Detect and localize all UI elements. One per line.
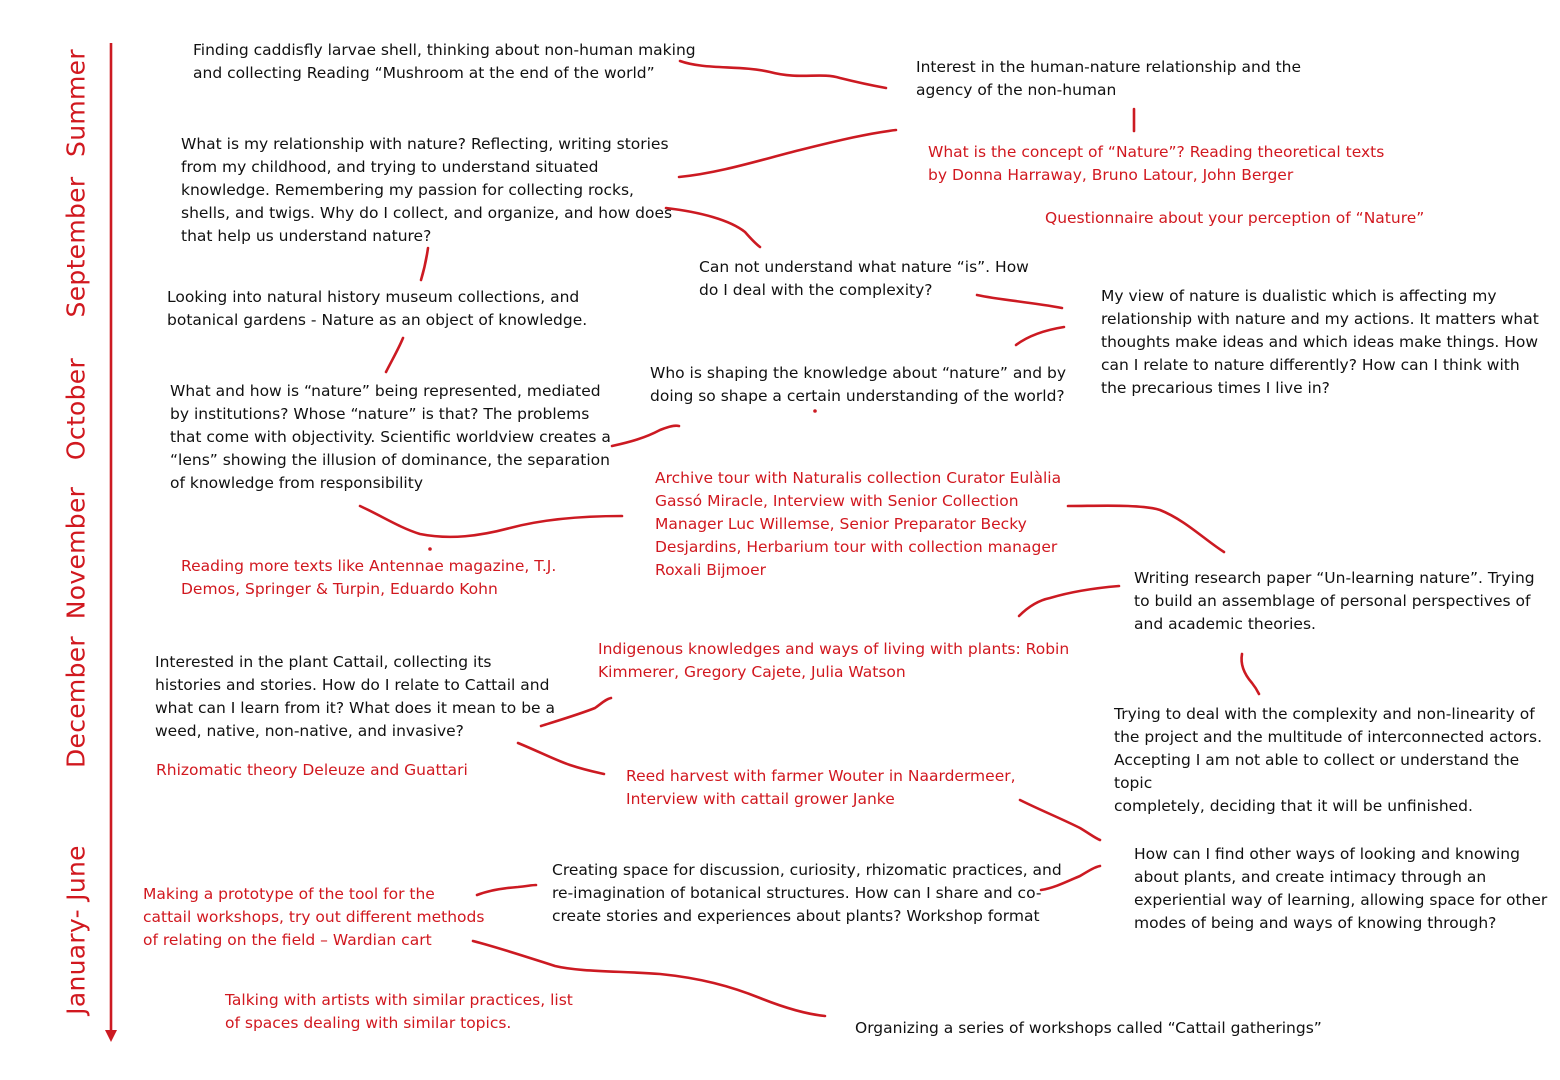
connector xyxy=(386,338,403,372)
note-prototype: Making a prototype of the tool for the cattail workshops, try out different methods of relating on the field – Wardian cart xyxy=(143,885,485,949)
note-other-ways: How can I find other ways of looking and knowing about plants, and create intimacy through an experiential way of learning, allowing space for other modes of being and ways of knowing through? xyxy=(1134,845,1548,932)
connector xyxy=(612,426,679,446)
note-workshops: Organizing a series of workshops called “Cattail gatherings” xyxy=(855,1019,1322,1037)
connector xyxy=(421,248,428,280)
connector-dot xyxy=(813,409,817,413)
note-human-nature: Interest in the human-nature relationship and the agency of the non-human xyxy=(916,58,1302,99)
note-relationship: What is my relationship with nature? Reflecting, writing stories from my childhood, and trying to understand situated knowledge. Remembering my passion for collecting rocks, shells, and twigs. Why do I collect, and organize, and how does that help us understand nature? xyxy=(181,135,673,245)
connector xyxy=(477,885,536,895)
note-represented: What and how is “nature” being represented, mediated by institutions? Whose “nature” is that? The problems that come with objectivity. Scientific worldview creates a “lens” showing the illusion of dominance, the separation of knowledge from responsibility xyxy=(170,382,611,492)
connector xyxy=(1019,586,1119,616)
note-concept-nature: What is the concept of “Nature”? Reading theoretical texts by Donna Harraway, Bruno Latour, John Berger xyxy=(928,143,1385,184)
connector xyxy=(1020,800,1100,840)
note-rhizomatic: Rhizomatic theory Deleuze and Guattari xyxy=(156,761,468,779)
note-shaping: Who is shaping the knowledge about “nature” and by doing so shape a certain understanding of the world? xyxy=(650,364,1066,405)
note-questionnaire: Questionnaire about your perception of “Nature” xyxy=(1045,209,1425,227)
month-september: September xyxy=(61,176,91,318)
month-november: November xyxy=(61,486,91,620)
note-discussion: Creating space for discussion, curiosity, rhizomatic practices, and re-imagination of botanical structures. How can I share and co- create stories and experiences about plants? Workshop format xyxy=(552,861,1062,925)
connector xyxy=(360,506,622,537)
note-reed-harvest: Reed harvest with farmer Wouter in Naardermeer, Interview with cattail grower Janke xyxy=(626,767,1016,808)
note-indigenous: Indigenous knowledges and ways of living with plants: Robin Kimmerer, Gregory Cajete, Julia Watson xyxy=(598,640,1070,681)
note-non-linearity: Trying to deal with the complexity and non-linearity of the project and the multitude of interconnected actors. Accepting I am not able to collect or understand the topic completely, deciding that it will be unfinished. xyxy=(1114,705,1543,815)
month-summer: Summer xyxy=(61,49,91,157)
note-artists: Talking with artists with similar practices, list of spaces dealing with similar topics. xyxy=(225,991,573,1032)
month-january-june: January- June xyxy=(61,845,91,1015)
note-reading-more: Reading more texts like Antennae magazine, T.J. Demos, Springer & Turpin, Eduardo Kohn xyxy=(181,557,557,598)
note-cattail: Interested in the plant Cattail, collecting its histories and stories. How do I relate to Cattail and what can I learn from it? What does it mean to be a weed, native, non-native, and invasive? xyxy=(155,653,555,740)
note-caddisfly: Finding caddisfly larvae shell, thinking about non-human making and collecting Reading “Mushroom at the end of the world” xyxy=(193,41,696,82)
connector xyxy=(679,130,896,177)
connector xyxy=(666,208,760,247)
note-complexity: Can not understand what nature “is”. How do I deal with the complexity? xyxy=(699,258,1029,299)
note-museum: Looking into natural history museum collections, and botanical gardens - Nature as an object of knowledge. xyxy=(167,288,588,329)
note-archive: Archive tour with Naturalis collection Curator Eulàlia Gassó Miracle, Interview with Senior Collection Manager Luc Willemse, Senior Preparator Becky Desjardins, Herbarium tour with collection manager Roxali Bijmoer xyxy=(655,469,1062,579)
note-research-paper: Writing research paper “Un-learning nature”. Trying to build an assemblage of personal perspectives of and academic theories. xyxy=(1134,569,1535,633)
month-december: December xyxy=(61,635,91,769)
month-october: October xyxy=(61,357,91,461)
connector xyxy=(1068,506,1224,552)
connector-dot xyxy=(428,547,432,551)
timeline-arrowhead xyxy=(105,1030,117,1042)
connector xyxy=(1016,327,1064,345)
connector xyxy=(680,61,886,88)
note-dualistic: My view of nature is dualistic which is affecting my relationship with nature and my actions. It matters what thoughts make ideas and which ideas make things. How can I relate to nature differently? How can I think with the precarious times I live in? xyxy=(1101,287,1539,397)
connector xyxy=(1242,654,1259,694)
connector xyxy=(518,743,604,774)
